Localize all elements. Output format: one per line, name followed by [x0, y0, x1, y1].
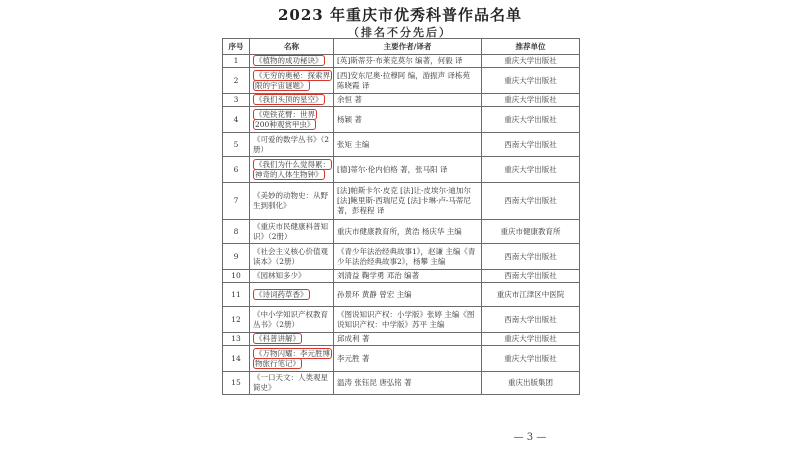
- row-title: 《园林知多少》: [250, 270, 334, 283]
- row-author: [法]帕斯卡尔·皮克 [法]让-皮埃尔·迪加尔[法]鲍里斯·西瑞尼克 [法]卡琳·卢-马蒂尼著，彭程程 译: [334, 183, 482, 220]
- row-unit: 西南大学出版社: [482, 270, 580, 283]
- row-unit: 重庆大学出版社: [482, 94, 580, 107]
- table-row: [223, 220, 580, 244]
- row-author: 邱成利 著: [334, 333, 482, 346]
- highlighted-title: 《我们头顶的星空》: [255, 95, 323, 104]
- row-number: 1: [223, 55, 250, 68]
- row-author: 重庆市健康教育所，黄浩 杨庆华 主编: [334, 220, 482, 244]
- header-unit: 推荐单位: [482, 39, 580, 55]
- row-title: [250, 157, 334, 183]
- row-number: 11: [223, 283, 250, 307]
- row-author: 《图说知识产权：小学版》张婷 主编《图说知识产权：中学版》苏平 主编: [334, 307, 482, 333]
- row-title: 《可爱的数学丛书》（2册）: [250, 133, 334, 157]
- table-row: [223, 157, 580, 183]
- row-author: 余恒 著: [334, 94, 482, 107]
- highlighted-title: 《科普讲解》: [255, 334, 300, 343]
- row-unit: 西南大学出版社: [482, 133, 580, 157]
- header-author: 主要作者/译者: [334, 39, 482, 55]
- row-title: 《社会主义核心价值观读本》（2册）: [250, 244, 334, 270]
- table-row: [223, 372, 580, 395]
- row-unit: 重庆出版集团: [482, 372, 580, 395]
- table-row: [223, 333, 580, 346]
- row-number: 5: [223, 133, 250, 157]
- row-number: 12: [223, 307, 250, 333]
- table-row: [223, 270, 580, 283]
- row-unit: 西南大学出版社: [482, 183, 580, 220]
- row-author: 杨颖 著: [334, 107, 482, 133]
- table-row: [223, 133, 580, 157]
- row-number: 4: [223, 107, 250, 133]
- highlighted-title: 《植物的成功秘诀》: [255, 56, 323, 65]
- row-number: 8: [223, 220, 250, 244]
- row-unit: 重庆市江津区中医院: [482, 283, 580, 307]
- table-row: [223, 107, 580, 133]
- row-number: 2: [223, 68, 250, 94]
- row-title: [250, 346, 334, 372]
- row-number: 3: [223, 94, 250, 107]
- row-unit: 重庆大学出版社: [482, 333, 580, 346]
- row-title: [250, 94, 334, 107]
- highlighted-title: 《兜铁花臂：世界 200种观赏甲虫》: [255, 109, 315, 129]
- table-row: [223, 346, 580, 372]
- table-body: [223, 55, 580, 395]
- row-number: 10: [223, 270, 250, 283]
- row-author: [西]安东尼奥·拉穆阿 编，游振声 译栋苑 陈晓霞 译: [334, 68, 482, 94]
- row-unit: 重庆市健康教育所: [482, 220, 580, 244]
- row-number: 6: [223, 157, 250, 183]
- row-author: 张矩 主编: [334, 133, 482, 157]
- row-author: 刘清益 鞠学勇 邓治 编著: [334, 270, 482, 283]
- row-number: 15: [223, 372, 250, 395]
- table-header-row: [223, 39, 580, 55]
- row-title: [250, 333, 334, 346]
- row-author: 李元胜 著: [334, 346, 482, 372]
- document-title: 2023 年重庆市优秀科普作品名单: [278, 6, 522, 24]
- page-number: — 3 —: [513, 432, 547, 443]
- row-author: 孙景环 黄静 曾宏 主编: [334, 283, 482, 307]
- table-row: [223, 55, 580, 68]
- row-unit: 西南大学出版社: [482, 307, 580, 333]
- table-row: [223, 183, 580, 220]
- row-number: 7: [223, 183, 250, 220]
- highlighted-title: 《无穷的奥秘：探索界限的宇宙谜题》: [255, 70, 330, 90]
- row-title: [250, 283, 334, 307]
- row-unit: 重庆大学出版社: [482, 55, 580, 68]
- table-row: [223, 307, 580, 333]
- row-title: [250, 55, 334, 68]
- highlighted-title: 《我们为什么觉得累：神奇的人体生物钟》: [255, 159, 330, 179]
- table-row: [223, 68, 580, 94]
- row-unit: 重庆大学出版社: [482, 157, 580, 183]
- row-number: 13: [223, 333, 250, 346]
- row-unit: 西南大学出版社: [482, 244, 580, 270]
- row-unit: 重庆大学出版社: [482, 346, 580, 372]
- row-author: [英]斯蒂芬·布莱克莫尔 编著，何毅 译: [334, 55, 482, 68]
- table-row: [223, 283, 580, 307]
- highlighted-title: 《诗词药草香》: [255, 289, 308, 299]
- document-subtitle: （排名不分先后）: [348, 26, 452, 39]
- row-number: 14: [223, 346, 250, 372]
- row-title: 《中小学知识产权教育丛书》（2册）: [250, 307, 334, 333]
- row-title: 《美妙的动物史：从野生到驯化》: [250, 183, 334, 220]
- row-author: [德]蒂尔·伦内伯格 著，张马阳 译: [334, 157, 482, 183]
- award-list-table: [222, 38, 580, 395]
- table-row: [223, 94, 580, 107]
- row-author: 温涛 张钰昆 唐弘铭 著: [334, 372, 482, 395]
- header-name: 名称: [250, 39, 334, 55]
- header-number: 序号: [223, 39, 250, 55]
- row-unit: 重庆大学出版社: [482, 68, 580, 94]
- row-title: 《一口天文：人类观星简史》: [250, 372, 334, 395]
- highlighted-title: 《万物闪耀：李元胜博物旅行笔记》: [255, 348, 330, 368]
- row-number: 9: [223, 244, 250, 270]
- table-row: [223, 244, 580, 270]
- row-unit: 重庆大学出版社: [482, 107, 580, 133]
- row-title: 《重庆市民健康科普知识》（2册）: [250, 220, 334, 244]
- row-title: [250, 68, 334, 94]
- row-author: 《青少年法治经典故事1》，赵谦 主编《青少年法治经典故事2》，杨攀 主编: [334, 244, 482, 270]
- row-title: [250, 107, 334, 133]
